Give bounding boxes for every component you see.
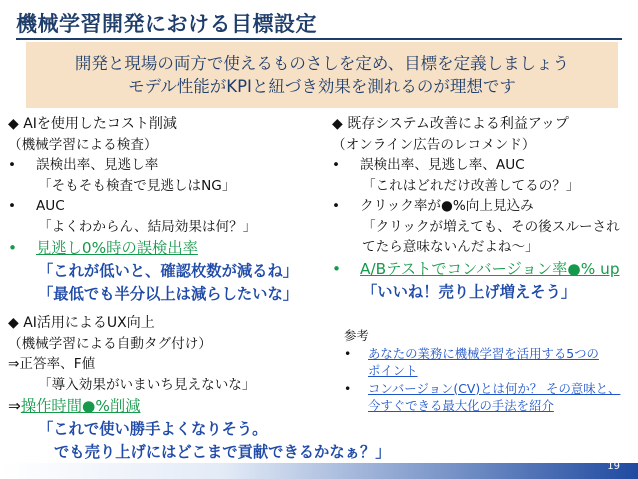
bullet-text: クリック率が●%向上見込み [360,198,534,214]
highlight-quote: でも売り上げにはどこまで貢献できるかなぁ？」 [54,443,391,461]
quote-text: 「導入効果がいまいち見えないな」 [38,376,256,393]
footer-bar [0,463,638,479]
slide-title: 機械学習開発における目標設定 [16,12,317,36]
summary-banner [26,42,618,108]
highlight-metric: A/Bテストでコンバージョン率●% up [360,259,620,278]
ux-improvement-section [8,313,391,464]
bullet-text: 誤検出率、見逃し率 [36,157,159,173]
quote-text: 「よくわからん、結局効果は何？」 [38,218,257,235]
bullet: • [344,380,352,396]
profit-increase-section [332,114,620,304]
title-underline [16,38,622,40]
section-subheading: （機械学習による自動タグ付け） [8,335,212,352]
page-number: 19 [607,461,620,472]
section-subheading: （オンライン広告のレコメンド） [332,136,536,153]
section-heading: ◆ 既存システム改善による利益アップ [332,116,569,132]
highlight-metric: 見逃し0%時の誤検出率 [36,239,198,257]
highlight-metric: 操作時間●%削減 [20,397,141,415]
bullet-text: 誤検出率、見逃し率、AUC [360,157,525,173]
arrow-icon: ⇒ [8,397,21,415]
banner-line-1: 開発と現場の両方で使えるものさしを定め、目標を定義しましょう [74,54,570,73]
section-heading: ◆ AI活用によるUX向上 [8,315,155,331]
bullet: • [8,157,17,173]
cost-reduction-section [8,114,298,306]
bullet: • [332,259,342,278]
section-subheading: （機械学習による検査） [8,136,158,153]
reference-link-ml-points[interactable]: あなたの業務に機械学習を活用する5つの [368,345,599,361]
reference-heading: 参考 [344,328,369,343]
quote-text: 「これはどれだけ改善してるの？」 [362,177,580,194]
reference-link-conversion[interactable]: コンバージョン(CV)とは何か？ その意味と、 [368,380,621,396]
reference-link-ml-points-cont[interactable]: ポイント [368,363,418,378]
metric-line: ⇒正答率、F値 [8,356,96,372]
highlight-quote: 「これで使い勝手よくなりそう。 [38,420,268,438]
bullet-text: AUC [36,198,65,214]
banner-line-2: モデル性能がKPIと紐づき効果を測れるのが理想です [128,77,516,96]
quote-text: てたら意味ないんだよね～」 [362,239,539,255]
bullet: • [8,198,17,214]
highlight-quote: 「これが低いと、確認枚数が減るね」 [38,262,299,280]
reference-section [344,327,620,415]
bullet: • [344,345,352,361]
quote-text: 「そもそも検査で見逃しはNG」 [38,177,236,194]
bullet: • [332,198,341,214]
bullet: • [332,157,341,173]
reference-link-conversion-cont[interactable]: 今すぐできる最大化の手法を紹介 [368,398,554,413]
quote-text: 「クリックが増えても、その後スルーされ [362,218,620,235]
bullet: • [8,239,18,257]
section-heading: ◆ AIを使用したコスト削減 [8,116,177,132]
highlight-quote: 「最低でも半分以上は減らしたいな」 [38,285,299,303]
highlight-quote: 「いいね！売り上げ増えそう」 [362,282,577,301]
